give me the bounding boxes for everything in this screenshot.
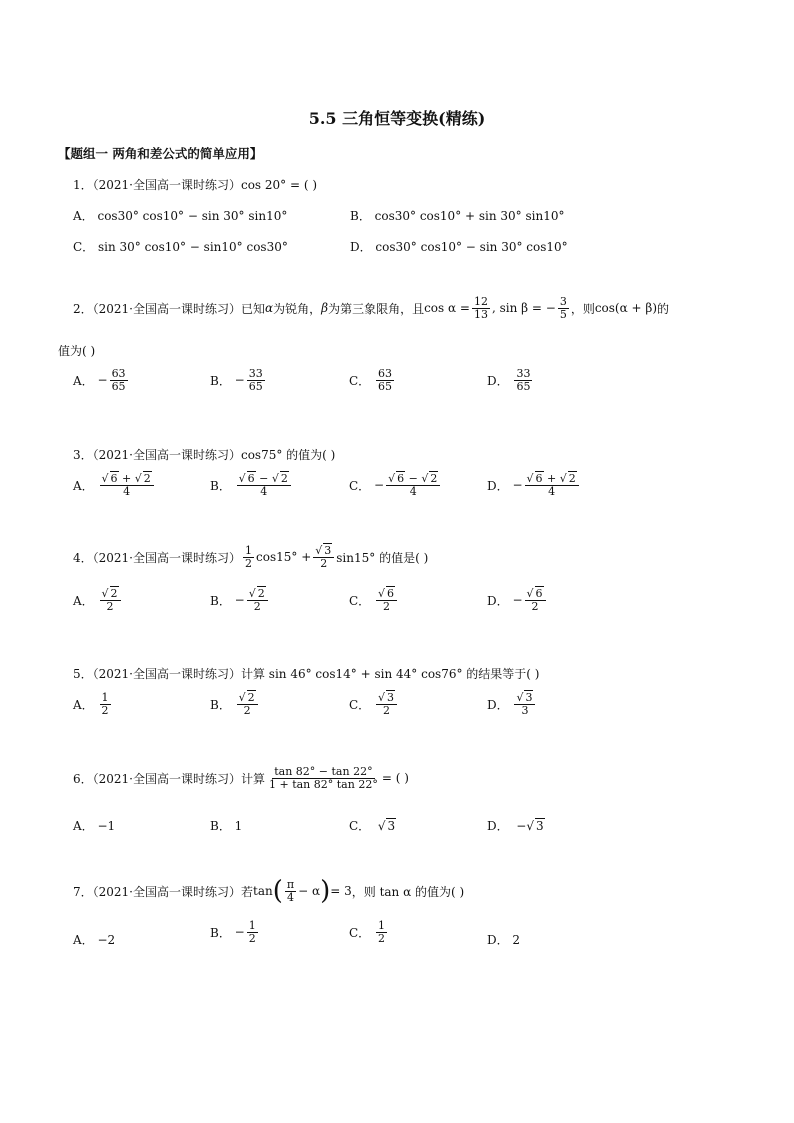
question-2-cos-alpha: cos α = — [424, 301, 470, 316]
option-label: C． — [349, 478, 371, 493]
question-2-stem — [73, 296, 669, 320]
radicand: 2 — [257, 587, 265, 600]
fraction-denominator: 4 — [286, 890, 294, 904]
option-label: A． — [73, 697, 94, 712]
question-7-fraction-pi-4 — [285, 879, 296, 903]
question-7-stem — [73, 876, 464, 906]
fraction-numerator: √ 2 — [247, 588, 268, 601]
question-1-option-d: D． cos30° cos10° − sin 30° cos10° — [350, 240, 568, 254]
question-4-option-d — [487, 588, 548, 612]
section-heading: 【题组一 两角和差公式的简单应用】 — [58, 146, 263, 161]
option-fraction — [514, 692, 535, 716]
question-6-option-d: D． −√ 3 — [487, 819, 544, 833]
fraction-denominator: 2 — [383, 599, 391, 613]
option-fraction — [237, 692, 258, 716]
option-fraction — [100, 473, 154, 497]
question-2-prefix: 2．（2021·全国高一课时练习）已知 — [73, 301, 265, 316]
question-4-prefix: 4．（2021·全国高一课时练习） — [73, 550, 241, 565]
operator: + — [543, 472, 560, 485]
option-fraction — [376, 588, 397, 612]
option-fraction — [514, 368, 532, 392]
option-label: B． — [210, 593, 231, 608]
question-1-stem: 1．（2021·全国高一课时练习）cos 20° = ( ) — [73, 178, 318, 192]
fraction-numerator: √ 2 — [100, 588, 121, 601]
fraction-numerator: 1 — [101, 691, 109, 704]
question-3-option-b — [210, 473, 293, 497]
fraction-denominator: 2 — [243, 703, 251, 717]
minus-sign: − — [97, 373, 108, 388]
radicand: 2 — [280, 472, 288, 485]
question-5-option-a — [73, 692, 113, 716]
question-3-option-c — [349, 473, 442, 497]
fraction-denominator: 2 — [245, 556, 252, 570]
radicand: 2 — [143, 472, 151, 485]
fraction-denominator: 2 — [378, 931, 386, 945]
option-label: B． — [210, 925, 231, 940]
fraction-numerator: 12 — [473, 295, 488, 308]
fraction-denominator: 65 — [111, 379, 126, 393]
page-title: 5.5 三角恒等变换(精练) — [308, 109, 486, 128]
option-label: D． — [487, 697, 509, 712]
question-7-suffix: ，则 tan α 的值为( ) — [351, 884, 465, 899]
radicand: 6 — [535, 587, 543, 600]
fraction-numerator: √ 6 − √ 2 — [237, 473, 291, 486]
fraction-numerator: √ 6 + √ 2 — [525, 473, 579, 486]
fraction-denominator: 2 — [531, 599, 539, 613]
question-2-fraction-3-5 — [558, 296, 569, 320]
radicand: 2 — [247, 691, 255, 704]
question-4-fraction-half — [243, 545, 254, 569]
fraction-denominator: 4 — [548, 484, 556, 498]
fraction-numerator: √ 3 — [514, 692, 535, 705]
fraction-denominator: 2 — [383, 703, 391, 717]
option-label: B． — [210, 697, 231, 712]
option-fraction — [386, 473, 440, 497]
question-2-text-1: 为锐角， — [273, 301, 322, 316]
fraction-numerator: 63 — [378, 367, 393, 380]
question-2-target: cos(α + β) — [594, 301, 658, 316]
radicand: 6 — [110, 472, 118, 485]
radicand: 6 — [387, 587, 395, 600]
minus-sign: − — [512, 478, 523, 493]
question-2-fraction-12-13 — [472, 296, 490, 320]
minus-sign: − — [234, 593, 245, 608]
fraction-numerator: π — [286, 877, 295, 891]
question-4-option-a — [73, 588, 123, 612]
option-label: A． — [73, 593, 94, 608]
radicand: 6 — [397, 472, 405, 485]
fraction-denominator: 2 — [248, 931, 256, 945]
option-label: D． — [487, 478, 509, 493]
fraction-denominator: 2 — [320, 556, 328, 570]
option-fraction — [237, 473, 291, 497]
fraction-denominator: 3 — [521, 703, 529, 717]
question-2-sin-beta: , sin β = − — [491, 301, 556, 316]
question-7-option-d: D． 2 — [487, 933, 521, 947]
fraction-numerator: 33 — [516, 367, 531, 380]
option-label: B． — [210, 478, 231, 493]
fraction-numerator: √ 2 — [237, 692, 258, 705]
question-7-tan: tan — [253, 884, 273, 898]
fraction-denominator: 65 — [378, 379, 393, 393]
question-2-text-3: ，则 — [570, 301, 595, 316]
question-4-fraction-root3-half — [313, 545, 334, 569]
question-7-minus-alpha: − α — [298, 884, 321, 898]
question-4-suffix: sin15° 的值是( ) — [336, 550, 429, 565]
question-5-option-b — [210, 692, 260, 716]
option-fraction — [376, 920, 387, 944]
question-6-option-a: A． −1 — [73, 819, 116, 833]
question-1-option-b: B． cos30° cos10° + sin 30° sin10° — [350, 209, 565, 223]
option-fraction — [525, 473, 579, 497]
radicand: 3 — [324, 544, 332, 557]
option-fraction — [110, 368, 128, 392]
minus-sign: − — [234, 373, 245, 388]
fraction-numerator: √ 6 − √ 2 — [386, 473, 440, 486]
operator: − — [405, 472, 422, 485]
left-paren: ( — [272, 876, 283, 906]
question-7-option-c — [349, 920, 389, 944]
question-2-beta: β — [321, 301, 329, 316]
fraction-denominator: 4 — [123, 484, 131, 498]
radicand: 6 — [247, 472, 255, 485]
option-label: D． — [487, 593, 509, 608]
fraction-numerator: 1 — [245, 544, 252, 557]
fraction-numerator: 3 — [559, 295, 567, 308]
question-4-middle: cos15° + — [256, 550, 312, 565]
question-3-option-d — [487, 473, 581, 497]
option-label: D． — [487, 819, 509, 833]
fraction-denominator: 4 — [260, 484, 268, 498]
question-2-continuation: 值为( ) — [58, 344, 96, 358]
radicand: 2 — [430, 472, 438, 485]
question-1-option-c: C． sin 30° cos10° − sin10° cos30° — [73, 240, 288, 254]
question-1-option-a: A． cos30° cos10° − sin 30° sin10° — [73, 209, 288, 223]
option-fraction — [100, 588, 121, 612]
fraction-denominator: 5 — [559, 307, 567, 321]
question-6-option-c: C． √ 3 — [349, 819, 396, 833]
fraction-numerator: 33 — [248, 367, 263, 380]
fraction-denominator: 2 — [253, 599, 261, 613]
option-label: C． — [349, 373, 371, 388]
fraction-denominator: 1 + tan 82° tan 22° — [269, 777, 378, 791]
minus-sign: − — [512, 593, 523, 608]
option-fraction — [247, 920, 258, 944]
question-5-option-d — [487, 692, 537, 716]
radicand: 3 — [525, 691, 533, 704]
radicand: 3 — [387, 691, 395, 704]
question-6-stem — [73, 766, 409, 790]
question-3-stem: 3．（2021·全国高一课时练习）cos75° 的值为( ) — [73, 448, 336, 462]
fraction-numerator: √ 6 — [376, 588, 397, 601]
radicand: 2 — [568, 472, 576, 485]
fraction-numerator: √ 6 — [525, 588, 546, 601]
fraction-denominator: 65 — [248, 379, 263, 393]
question-4-option-b — [210, 588, 270, 612]
option-label: C． — [349, 925, 371, 940]
option-label: B． — [210, 373, 231, 388]
right-paren: ) — [320, 876, 331, 906]
option-label: A． — [73, 373, 94, 388]
question-2-text-2: 为第三象限角，且 — [328, 301, 425, 316]
question-5-option-c — [349, 692, 399, 716]
option-label: C． — [349, 819, 371, 833]
radicand: 3 — [387, 819, 396, 833]
minus-sign: − — [234, 925, 245, 940]
option-label: C． — [349, 593, 371, 608]
fraction-numerator: 1 — [378, 919, 386, 932]
fraction-numerator: 63 — [111, 367, 126, 380]
option-fraction — [376, 692, 397, 716]
question-7-prefix: 7．（2021·全国高一课时练习）若 — [73, 884, 253, 899]
question-6-prefix: 6．（2021·全国高一课时练习）计算 — [73, 771, 265, 786]
question-6-suffix: = ( ) — [381, 771, 409, 786]
fraction-numerator: √ 3 — [313, 545, 334, 558]
question-6-option-b: B． 1 — [210, 819, 243, 833]
fraction-numerator: √ 6 + √ 2 — [100, 473, 154, 486]
question-5-stem: 5．（2021·全国高一课时练习）计算 sin 46° cos14° + sin 44° cos76° 的结果等于( ) — [73, 667, 540, 681]
question-7-option-a: A． −2 — [73, 933, 116, 947]
fraction-numerator: 1 — [248, 919, 256, 932]
fraction-numerator: √ 3 — [376, 692, 397, 705]
question-7-option-b — [210, 920, 260, 944]
question-2-text-4: 的 — [657, 301, 670, 316]
fraction-denominator: 65 — [516, 379, 531, 393]
minus-sign: − — [516, 819, 527, 833]
question-4-option-c — [349, 588, 399, 612]
question-3-option-a — [73, 473, 156, 497]
fraction-numerator: tan 82° − tan 22° — [274, 765, 373, 778]
option-fraction — [247, 368, 265, 392]
operator: + — [118, 472, 135, 485]
fraction-denominator: 2 — [106, 599, 114, 613]
operator: − — [255, 472, 272, 485]
option-fraction — [100, 692, 111, 716]
question-7-equals: = 3 — [330, 884, 352, 898]
option-label: D． — [487, 373, 509, 388]
fraction-denominator: 13 — [473, 307, 488, 321]
option-fraction — [525, 588, 546, 612]
question-2-option-b — [210, 368, 267, 392]
question-4-stem — [73, 545, 428, 569]
option-fraction — [376, 368, 394, 392]
question-6-fraction — [267, 766, 380, 790]
question-2-alpha: α — [265, 301, 274, 316]
question-2-option-c — [349, 368, 396, 392]
fraction-denominator: 2 — [101, 703, 109, 717]
radicand: 6 — [535, 472, 543, 485]
radicand: 3 — [535, 819, 544, 833]
fraction-denominator: 4 — [409, 484, 417, 498]
radicand: 2 — [110, 587, 118, 600]
question-2-option-a — [73, 368, 130, 392]
option-label: A． — [73, 478, 94, 493]
option-label: C． — [349, 697, 371, 712]
minus-sign: − — [374, 478, 385, 493]
option-fraction — [247, 588, 268, 612]
question-2-option-d — [487, 368, 534, 392]
